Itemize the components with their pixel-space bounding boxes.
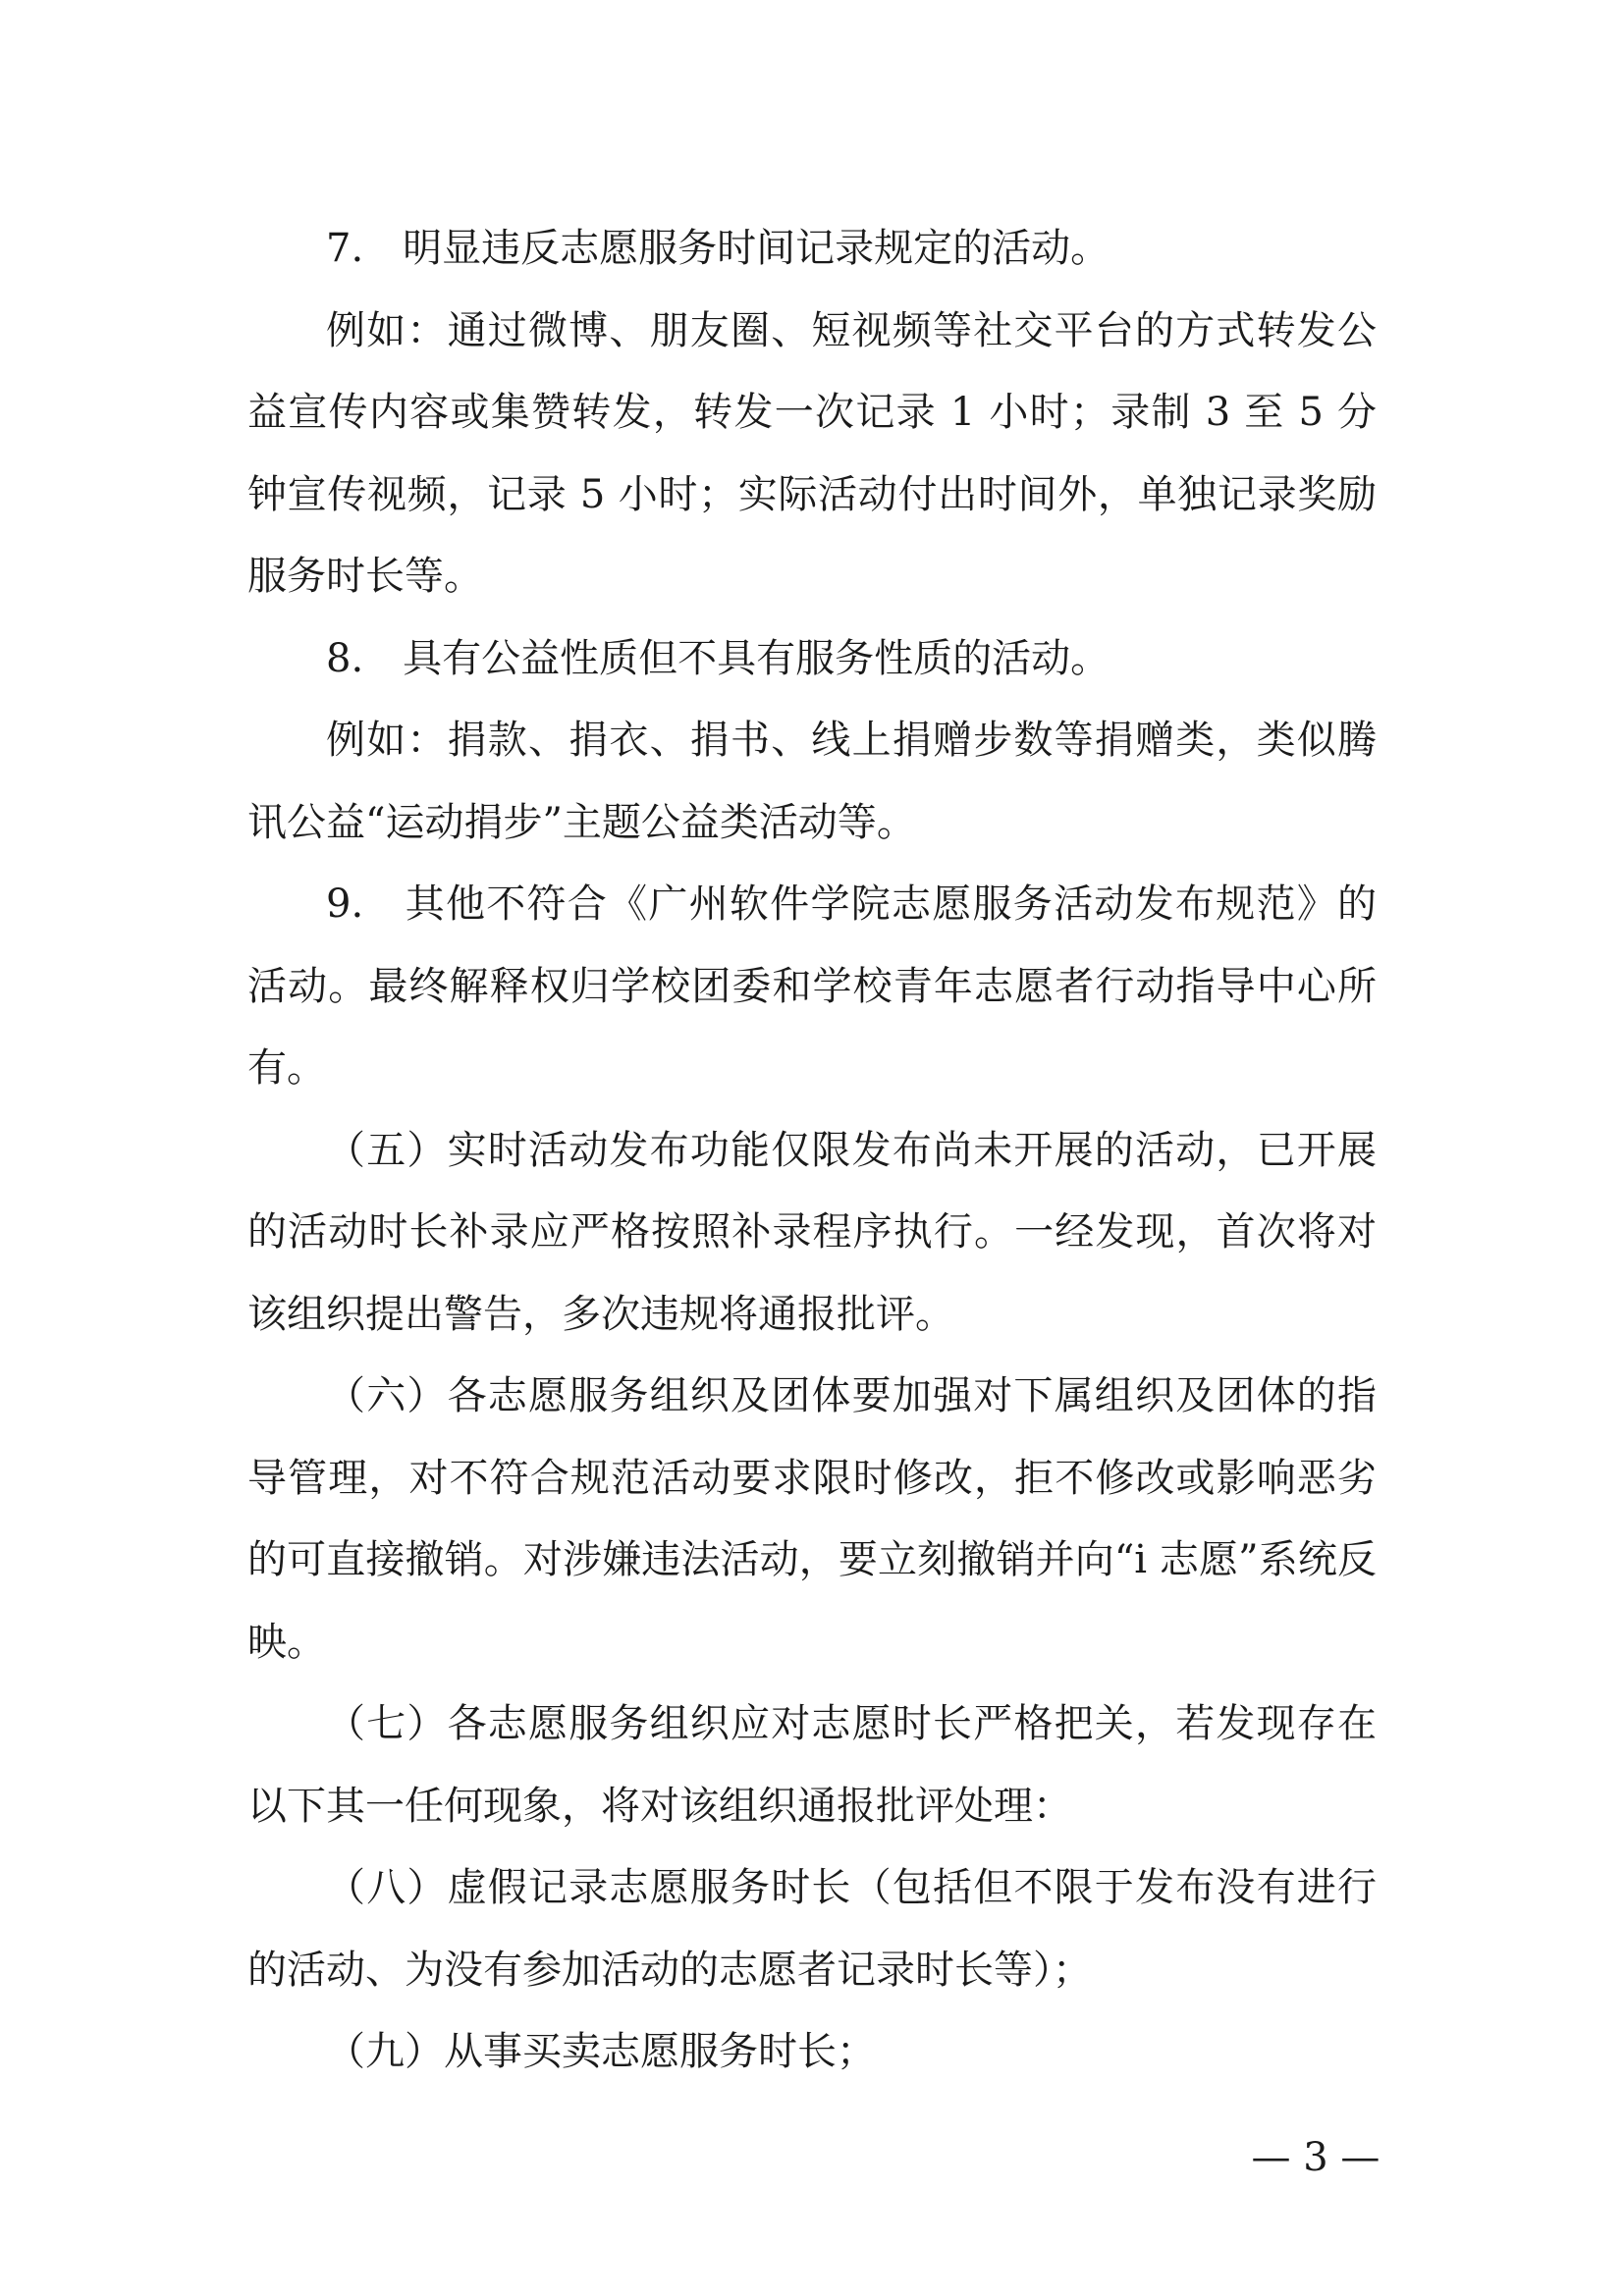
document-body (247, 208, 1377, 2094)
paragraph-section-6: （六）各志愿服务组织及团体要加强对下属组织及团体的指导管理，对不符合规范活动要求限时修改，拒不修改或影响恶劣的可直接撤销。对涉嫌违法活动，要立刻撤销并向“i 志愿”系统反映。 (247, 1373, 1377, 1665)
paragraph-example-7: 例如：通过微博、朋友圈、短视频等社交平台的方式转发公益宣传内容或集赞转发，转发一次记录 1 小时；录制 3 至 5 分钟宣传视频，记录 5 小时；实际活动付出时间外，单独记录奖励服务时长等。 (247, 307, 1377, 599)
paragraph-item-7: 7. 明显违反志愿服务时间记录规定的活动。 (326, 226, 1110, 271)
paragraph-section-9: （九）从事买卖志愿服务时长； (326, 2029, 876, 2074)
page-number: — 3 — (1251, 2135, 1380, 2180)
paragraph-section-7: （七）各志愿服务组织应对志愿时长严格把关，若发现存在以下其一任何现象，将对该组织通报批评处理： (247, 1701, 1377, 1829)
paragraph-section-5: （五）实时活动发布功能仅限发布尚未开展的活动，已开展的活动时长补录应严格按照补录程序执行。一经发现，首次将对该组织提出警告，多次违规将通报批评。 (247, 1127, 1377, 1337)
paragraph-section-8: （八）虚假记录志愿服务时长（包括但不限于发布没有进行的活动、为没有参加活动的志愿者记录时长等）； (247, 1865, 1377, 1993)
paragraph-example-8: 例如：捐款、捐衣、捐书、线上捐赠步数等捐赠类，类似腾讯公益“运动捐步”主题公益类活动等。 (247, 718, 1377, 845)
paragraph-item-8: 8. 具有公益性质但不具有服务性质的活动。 (326, 635, 1110, 681)
paragraph-item-9: 9. 其他不符合《广州软件学院志愿服务活动发布规范》的活动。最终解释权归学校团委和学校青年志愿者行动指导中心所有。 (247, 881, 1377, 1091)
